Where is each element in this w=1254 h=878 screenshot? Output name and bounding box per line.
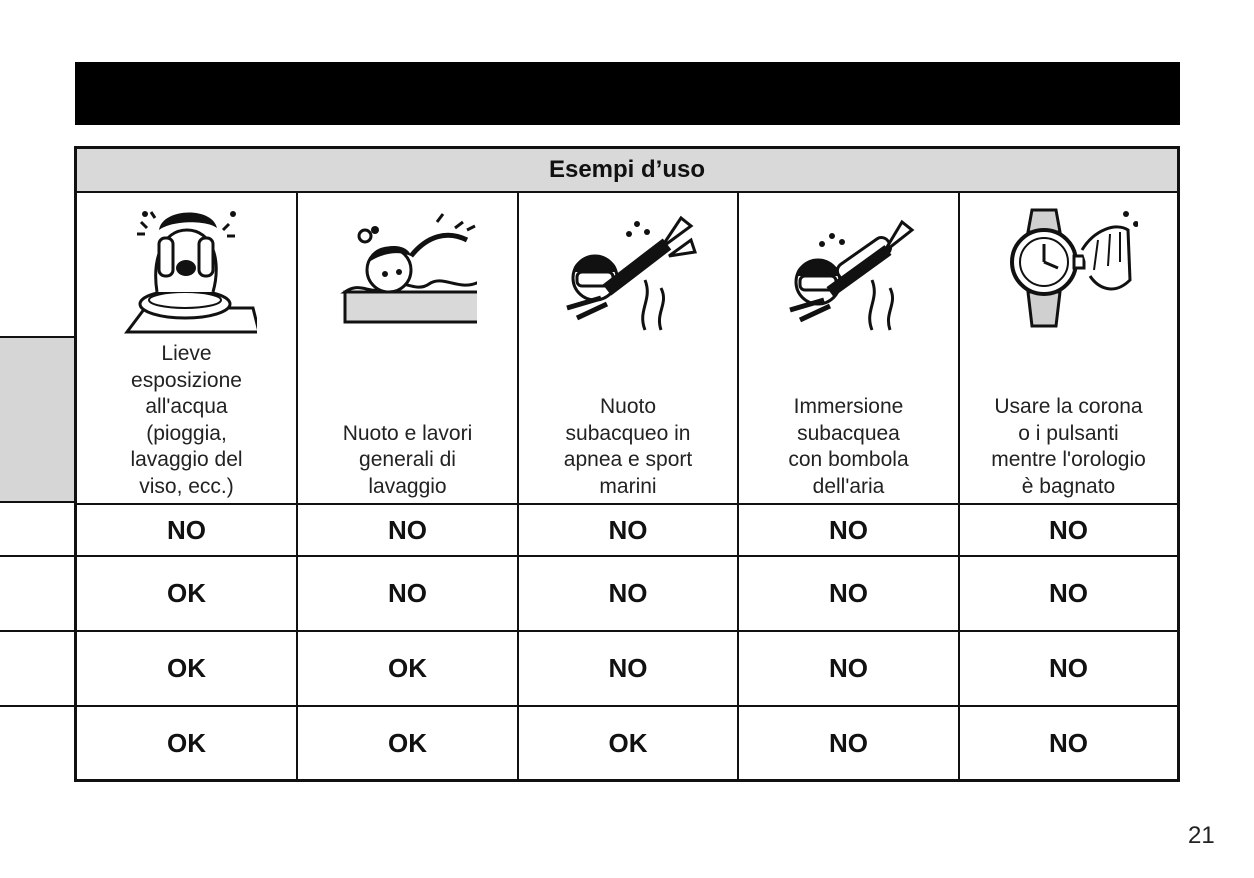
result-cell: NO: [608, 653, 648, 683]
result-cell: NO: [829, 578, 868, 608]
row-label-divider: [0, 705, 75, 707]
description-line: Immersione: [793, 395, 904, 418]
table-header: Esempi d’uso: [77, 149, 1177, 193]
result-cell: OK: [167, 728, 206, 758]
usage-description: [519, 338, 737, 500]
result-cell: NO: [1049, 578, 1088, 608]
row-label-shaded-cell: [0, 336, 75, 503]
description-line: Lieve: [161, 342, 212, 365]
description-line: all'acqua: [145, 395, 228, 418]
result-cell: OK: [167, 653, 206, 683]
description-line: dell'aria: [812, 474, 885, 498]
result-cell: OK: [608, 728, 648, 758]
description-line: Usare la corona: [994, 395, 1143, 418]
header-black-bar: [75, 62, 1180, 125]
result-cell: NO: [1049, 514, 1088, 545]
result-cell: OK: [388, 653, 427, 683]
face-washing-icon: [117, 200, 257, 338]
description-line: Nuoto e lavori: [342, 421, 473, 445]
description-line: viso, ecc.): [139, 474, 234, 498]
result-cell: NO: [608, 514, 648, 545]
description-line: con bombola: [788, 448, 909, 471]
result-cell: NO: [829, 728, 868, 758]
description-line: subacqueo in: [565, 421, 691, 445]
result-cell: NO: [829, 514, 868, 545]
description-line: lavaggio: [368, 474, 447, 498]
result-cell: NO: [1049, 653, 1088, 683]
description-line: Nuoto: [599, 395, 657, 418]
result-cell: NO: [167, 514, 206, 545]
description-line: o i pulsanti: [1018, 421, 1119, 445]
description-line: lavaggio del: [130, 448, 243, 471]
description-line: generali di: [359, 448, 456, 471]
description-line: mentre l'orologio: [991, 448, 1146, 471]
result-cell: NO: [608, 578, 648, 608]
description-line: marini: [599, 474, 657, 498]
result-cell: OK: [167, 578, 206, 608]
result-cell: OK: [388, 728, 427, 758]
result-cell: NO: [829, 653, 868, 683]
result-cell: NO: [388, 514, 427, 545]
usage-description: [298, 338, 517, 500]
description-line: è bagnato: [1021, 474, 1116, 498]
description-line: esposizione: [131, 368, 242, 392]
result-cell: NO: [388, 578, 427, 608]
skin-diving-icon: [557, 200, 697, 338]
wet-crown-operation-icon: [998, 200, 1138, 338]
usage-description: [739, 338, 958, 500]
description-line: subacquea: [797, 421, 900, 445]
usage-description: [77, 338, 296, 500]
row-label-divider: [0, 555, 75, 557]
description-line: (pioggia,: [146, 421, 227, 445]
result-cell: NO: [1049, 728, 1088, 758]
usage-description: [960, 338, 1177, 500]
scuba-diving-icon: [778, 200, 918, 338]
row-label-divider: [0, 630, 75, 632]
description-line: apnea e sport: [563, 448, 693, 471]
swimming-icon: [337, 200, 477, 338]
page-number: 21: [1188, 822, 1215, 849]
